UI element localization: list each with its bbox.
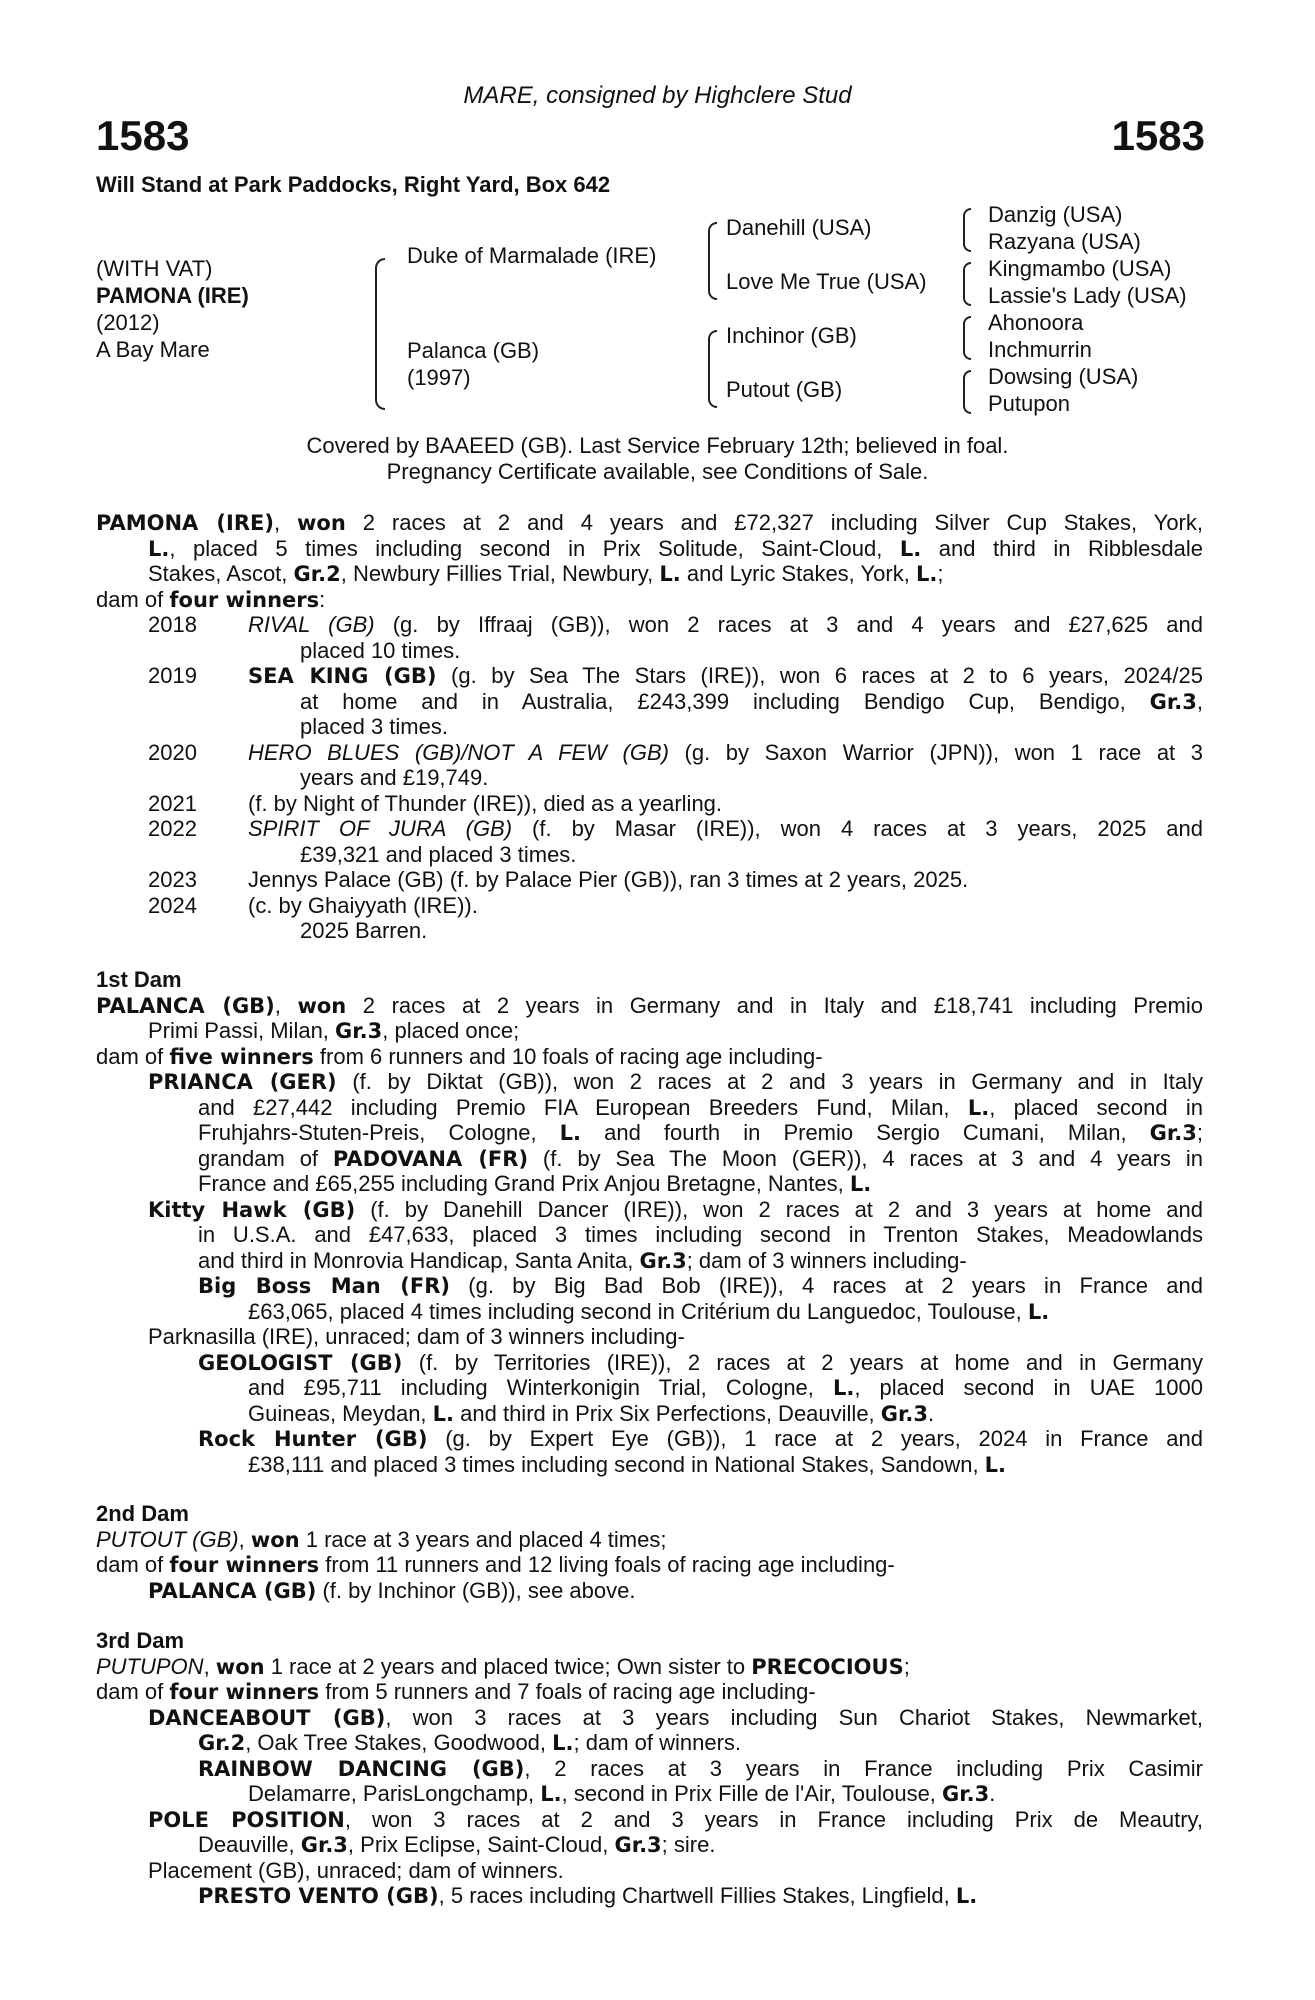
text-line: PRESTO VENTO (GB), 5 races including Chartwell Fillies Stakes, Lingfield, L. bbox=[198, 1883, 978, 1908]
pedigree-brace-g12 bbox=[963, 208, 971, 252]
text-line: DANCEABOUT (GB), won 3 races at 3 years including Sun Chariot Stakes, Newmarket, bbox=[148, 1705, 1203, 1730]
pedigree-sire-dam: Love Me True (USA) bbox=[726, 269, 927, 294]
text-line: years and £19,749. bbox=[300, 765, 489, 790]
lot-number-left: 1583 bbox=[96, 112, 190, 159]
text-line: £63,065, placed 4 times including second in Critérium du Languedoc, Toulouse, L. bbox=[248, 1299, 1050, 1324]
foal-year: 2020 bbox=[148, 740, 197, 765]
stand-location: Will Stand at Park Paddocks, Right Yard, Box 642 bbox=[96, 172, 611, 197]
horse-year: (2012) bbox=[96, 310, 160, 335]
pedigree-g4: Lassie's Lady (USA) bbox=[988, 283, 1187, 308]
text-line: 2025 Barren. bbox=[300, 918, 428, 943]
text-line: Placement (GB), unraced; dam of winners. bbox=[148, 1858, 564, 1883]
text-line: Big Boss Man (FR) (g. by Big Bad Bob (IRE)), 4 races at 2 years in France and bbox=[198, 1273, 1204, 1298]
foal-year: 2019 bbox=[148, 663, 197, 688]
pedigree-brace-g78 bbox=[963, 370, 971, 414]
section-heading-third-dam: 3rd Dam bbox=[96, 1628, 185, 1653]
text-line: Deauville, Gr.3, Prix Eclipse, Saint-Cloud, Gr.3; sire. bbox=[198, 1832, 716, 1857]
text-line: HERO BLUES (GB)/NOT A FEW (GB) (g. by Saxon Warrior (JPN)), won 1 race at 3 bbox=[248, 740, 1203, 765]
text-line: SEA KING (GB) (g. by Sea The Stars (IRE)), won 6 races at 2 to 6 years, 2024/25 bbox=[248, 663, 1203, 688]
foal-year: 2021 bbox=[148, 791, 197, 816]
text-line: PUTUPON, won 1 race at 2 years and placed twice; Own sister to PRECOCIOUS; bbox=[96, 1654, 910, 1679]
lot-number-right: 1583 bbox=[1111, 112, 1205, 159]
text-line: (c. by Ghaiyyath (IRE)). bbox=[248, 893, 478, 918]
text-line: and third in Monrovia Handicap, Santa Anita, Gr.3; dam of 3 winners including- bbox=[198, 1248, 967, 1273]
text-line: Fruhjahrs-Stuten-Preis, Cologne, L. and fourth in Premio Sergio Cumani, Milan, Gr.3; bbox=[198, 1120, 1203, 1145]
text-line: Guineas, Meydan, L. and third in Prix Six Perfections, Deauville, Gr.3. bbox=[248, 1401, 935, 1426]
text-line: Gr.2, Oak Tree Stakes, Goodwood, L.; dam of winners. bbox=[198, 1730, 742, 1755]
text-line: dam of four winners: bbox=[96, 587, 326, 612]
text-line: RIVAL (GB) (g. by Iffraaj (GB)), won 2 races at 3 and 4 years and £27,625 and bbox=[248, 612, 1203, 637]
vat-note: (WITH VAT) bbox=[96, 256, 213, 281]
pedigree-g7: Dowsing (USA) bbox=[988, 364, 1139, 389]
pedigree-g8: Putupon bbox=[988, 391, 1070, 416]
pedigree-brace-dam bbox=[708, 330, 717, 408]
pedigree-dam: Palanca (GB) bbox=[407, 338, 540, 363]
text-line: POLE POSITION, won 3 races at 2 and 3 years in France including Prix de Meautry, bbox=[148, 1807, 1204, 1832]
text-line: SPIRIT OF JURA (GB) (f. by Masar (IRE)), won 4 races at 3 years, 2025 and bbox=[248, 816, 1203, 841]
horse-description: A Bay Mare bbox=[96, 337, 210, 362]
text-line: placed 10 times. bbox=[300, 638, 461, 663]
consignment-line: MARE, consigned by Highclere Stud bbox=[463, 82, 852, 109]
section-heading-second-dam: 2nd Dam bbox=[96, 1501, 189, 1526]
pedigree-g3: Kingmambo (USA) bbox=[988, 256, 1172, 281]
pedigree-g2: Razyana (USA) bbox=[988, 229, 1141, 254]
text-line: Jennys Palace (GB) (f. by Palace Pier (GB)), ran 3 times at 2 years, 2025. bbox=[248, 867, 969, 892]
pedigree-dam-sire: Inchinor (GB) bbox=[726, 323, 857, 348]
pedigree-dam-dam: Putout (GB) bbox=[726, 377, 843, 402]
foal-year: 2024 bbox=[148, 893, 197, 918]
text-line: Stakes, Ascot, Gr.2, Newbury Fillies Trial, Newbury, L. and Lyric Stakes, York, L.; bbox=[148, 561, 944, 586]
text-line: Primi Passi, Milan, Gr.3, placed once; bbox=[148, 1018, 520, 1043]
text-line: France and £65,255 including Grand Prix Anjou Bretagne, Nantes, L. bbox=[198, 1171, 872, 1196]
text-line: dam of four winners from 11 runners and 12 living foals of racing age including- bbox=[96, 1552, 895, 1577]
text-line: GEOLOGIST (GB) (f. by Territories (IRE)), 2 races at 2 years at home and in Germany bbox=[198, 1350, 1204, 1375]
horse-name: PAMONA (IRE) bbox=[96, 283, 249, 308]
text-line: Delamarre, ParisLongchamp, L., second in Prix Fille de l'Air, Toulouse, Gr.3. bbox=[248, 1781, 996, 1806]
pedigree-brace-g56 bbox=[963, 316, 971, 360]
text-line: PALANCA (GB) (f. by Inchinor (GB)), see above. bbox=[148, 1578, 636, 1603]
text-line: in U.S.A. and £47,633, placed 3 times including second in Trenton Stakes, Meadowlands bbox=[198, 1222, 1203, 1247]
pedigree-sire-sire: Danehill (USA) bbox=[726, 215, 872, 240]
text-line: (f. by Night of Thunder (IRE)), died as a yearling. bbox=[248, 791, 723, 816]
text-line: £39,321 and placed 3 times. bbox=[300, 842, 577, 867]
foal-year: 2023 bbox=[148, 867, 197, 892]
text-line: at home and in Australia, £243,399 including Bendigo Cup, Bendigo, Gr.3, bbox=[300, 689, 1203, 714]
text-line: PAMONA (IRE), won 2 races at 2 and 4 years and £72,327 including Silver Cup Stakes, York, bbox=[96, 510, 1203, 535]
covering-line-1: Covered by BAAEED (GB). Last Service February 12th; believed in foal. bbox=[306, 433, 1009, 458]
text-line: dam of five winners from 6 runners and 10 foals of racing age including- bbox=[96, 1044, 823, 1069]
pedigree-g6: Inchmurrin bbox=[988, 337, 1092, 362]
pedigree-g1: Danzig (USA) bbox=[988, 202, 1123, 227]
section-heading-first-dam: 1st Dam bbox=[96, 967, 182, 992]
text-line: £38,111 and placed 3 times including second in National Stakes, Sandown, L. bbox=[248, 1452, 1007, 1477]
covering-line-2: Pregnancy Certificate available, see Conditions of Sale. bbox=[386, 459, 929, 484]
pedigree-brace-sire bbox=[708, 222, 717, 300]
text-line: placed 3 times. bbox=[300, 714, 448, 739]
text-line: PALANCA (GB), won 2 races at 2 years in Germany and in Italy and £18,741 including Premio bbox=[96, 993, 1203, 1018]
text-line: PUTOUT (GB), won 1 race at 3 years and placed 4 times; bbox=[96, 1527, 667, 1552]
foal-year: 2018 bbox=[148, 612, 197, 637]
text-line: Parknasilla (IRE), unraced; dam of 3 winners including- bbox=[148, 1324, 685, 1349]
text-line: RAINBOW DANCING (GB), 2 races at 3 years in France including Prix Casimir bbox=[198, 1756, 1203, 1781]
pedigree-sire: Duke of Marmalade (IRE) bbox=[407, 243, 657, 268]
pedigree-brace-g34 bbox=[963, 262, 971, 306]
text-line: grandam of PADOVANA (FR) (f. by Sea The Moon (GER)), 4 races at 3 and 4 years in bbox=[198, 1146, 1203, 1171]
text-line: and £27,442 including Premio FIA European Breeders Fund, Milan, L., placed second in bbox=[198, 1095, 1204, 1120]
pedigree-brace-main bbox=[375, 258, 385, 410]
text-line: Rock Hunter (GB) (g. by Expert Eye (GB)), 1 race at 2 years, 2024 in France and bbox=[198, 1426, 1203, 1451]
text-line: L., placed 5 times including second in Prix Solitude, Saint-Cloud, L. and third in Ribblesdale bbox=[148, 536, 1203, 561]
foal-year: 2022 bbox=[148, 816, 197, 841]
text-line: and £95,711 including Winterkonigin Trial, Cologne, L., placed second in UAE 1000 bbox=[248, 1375, 1203, 1400]
pedigree-dam-year: (1997) bbox=[407, 365, 471, 390]
pedigree-g5: Ahonoora bbox=[988, 310, 1084, 335]
text-line: Kitty Hawk (GB) (f. by Danehill Dancer (IRE)), won 2 races at 2 and 3 years at home and bbox=[148, 1197, 1203, 1222]
text-line: dam of four winners from 5 runners and 7 foals of racing age including- bbox=[96, 1679, 816, 1704]
text-line: PRIANCA (GER) (f. by Diktat (GB)), won 2 races at 2 and 3 years in Germany and in Italy bbox=[148, 1069, 1203, 1094]
